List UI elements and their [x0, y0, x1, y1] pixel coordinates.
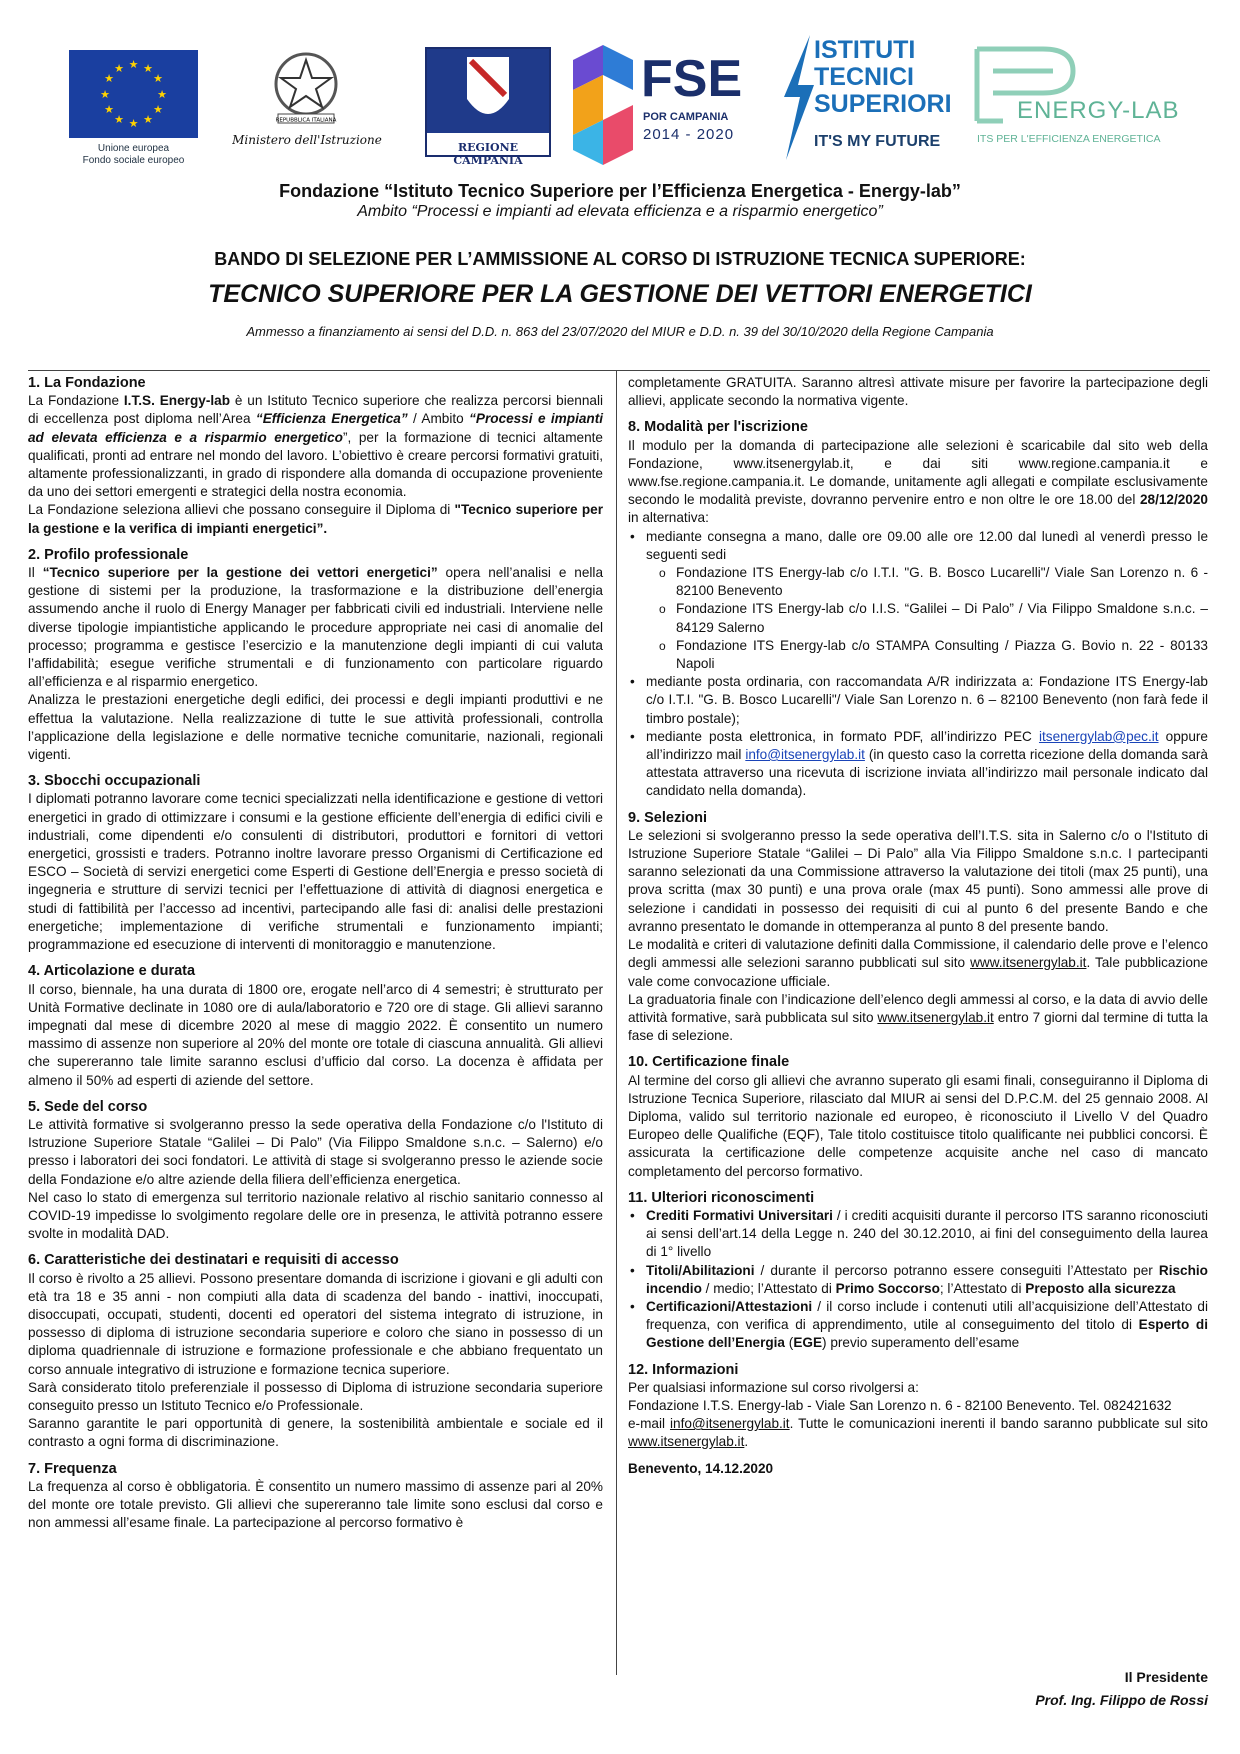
section-text: Saranno garantite le pari opportunità di genere, la sostenibilità ambientale e sociale ed il contrasto a ogni forma di discriminazione. — [28, 1416, 603, 1450]
its-tagline: IT'S MY FUTURE — [814, 133, 941, 150]
column-divider — [616, 370, 617, 1675]
section-text: Analizza le prestazioni energetiche degli edifici, dei processi e degli impianti produttivi e ne effettua la valutazione. Nella realizzazione di tutte le sue attività professionali, controlla l’applicazione della legislazione e delle normative tecniche comunitarie, nazionali, regionali vigenti. — [28, 692, 603, 763]
submission-methods-list — [628, 528, 1208, 801]
section-fondazione — [28, 374, 603, 538]
svg-text:★: ★ — [104, 72, 114, 85]
offices-list — [646, 564, 1208, 673]
ambito-subtitle: Ambito “Processi e impianti ad elevata efficienza e a risparmio energetico” — [357, 203, 883, 220]
eu-caption-line1: Unione europea — [97, 143, 170, 154]
section-title: 12. Informazioni — [628, 1361, 739, 1378]
recognitions-list — [628, 1207, 1208, 1353]
section-sede — [28, 1098, 603, 1244]
eu-caption-line2: Fondo sociale europeo — [82, 155, 185, 166]
fse-logo — [573, 45, 748, 165]
section-text: Il “Tecnico superiore per la gestione dei vettori energetici” opera nell’analisi e nella gestione di sistemi per la produzione, la trasformazione e la distribuzione dell’energia assumendo anche il ruolo di Energy Manager per fabbricati civili ed industriali. Interviene nelle diverse tipologie impiantistiche applicando le procedure appropriate nei casi di anomalie del processo; programma e gestisce l’esercizio e la manutenzione degli impianti di cui valuta l’affidabilità; esegue verifiche strumentali e di funzionamento con particolare riguardo all’efficienza e al risparmio energetico. — [28, 565, 603, 690]
section-text: Per qualsiasi informazione sul corso rivolgersi a: — [628, 1379, 919, 1395]
section-articolazione — [28, 962, 603, 1089]
section-text: La frequenza al corso è obbligatoria. È consentito un numero massimo di assenze pari al 20% del monte ore totale previsto. Gli allievi che supereranno tale limite sono esclusi dal corso e non ammessi all’esame finale. La partecipazione al percorso formativo è — [28, 1478, 603, 1531]
section-text: Il corso, biennale, ha una durata di 1800 ore, erogate nell’arco di 4 semestri; è strutturato per Unità Formative declinate in 1080 ore di aula/laboratorio e 720 ore di stage. Gli allievi saranno impegnati dal mese di dicembre 2020 al mese di maggio 2022. È consentito un numero massimo di assenze non superiore al 20% del monte ore totale di ciascuna annualità. Gli allievi che supereranno tale limite saranno esclusi d’ufficio dal corso. La docenza è affidata per almeno il 50% ad esperti di aziende del settore. — [28, 981, 603, 1088]
left-column — [28, 374, 603, 1540]
list-item: • mediante posta ordinaria, con raccomandata A/R indirizzata a: Fondazione ITS Energy-lab c/o I.T.I. "G. B. Bosco Lucarelli"/ Viale San Lorenzo n. 6 – 82100 Benevento (non farà fede il timbro postale); — [644, 673, 1208, 728]
svg-text:★: ★ — [143, 113, 153, 126]
fse-title: FSE — [641, 50, 743, 108]
list-item: • mediante consegna a mano, dalle ore 09.00 alle ore 12.00 dal lunedì al venerdì presso le seguenti sedi o Fondazione ITS Energy-lab c/o I.T.I. "G. B. Bosco Lucarelli"/ Viale San Lorenzo n. 6 - 82100 Benevento o Fondazione ITS Energy-lab c/o I.I.S. “Galilei – Di Palo” / Via Filippo Smaldone s.n.c. – 84129 Salerno o Fondazione ITS Energy-lab c/o STAMPA Consulting / Piazza G. Bovio n. 22 - 80133 Napoli — [644, 528, 1208, 674]
info-email-link[interactable]: info@itsenergylab.it — [669, 1416, 790, 1432]
italian-emblem-icon — [270, 46, 342, 128]
foundation-title: Fondazione “Istituto Tecnico Superiore per l’Efficienza Energetica - Energy-lab” — [279, 181, 961, 201]
fse-subtitle: POR CAMPANIA — [643, 111, 729, 123]
section-sbocchi — [28, 772, 603, 954]
website-link[interactable]: www.itsenergylab.it — [877, 1009, 994, 1025]
section-title: 11. Ulteriori riconoscimenti — [628, 1189, 815, 1206]
right-column — [628, 374, 1208, 1478]
section-text: La Fondazione seleziona allievi che possano conseguire il Diploma di "Tecnico superiore per la gestione e la verifica di impianti energetici”. — [28, 502, 603, 536]
fse-years: 2014 - 2020 — [643, 126, 735, 143]
its-line3: SUPERIORI — [814, 90, 952, 118]
section-title: 6. Caratteristiche dei destinatari e requisiti di accesso — [28, 1252, 399, 1269]
section-title: 3. Sbocchi occupazionali — [28, 773, 201, 790]
svg-text:★: ★ — [128, 117, 139, 130]
section-frequenza — [28, 1460, 603, 1533]
section-text: La Fondazione I.T.S. Energy-lab è un Istituto Tecnico superiore che realizza percorsi biennali di eccellenza post diploma nell’Area “Efficienza Energetica” / Ambito “Processi e impianti ad elevata efficienza e a risparmio energetico”, per la formazione di tecnici altamente qualificati, pronti ad entrare nel mondo del lavoro. L’obiettivo è creare percorsi formativi gratuiti, altamente professionalizzanti, in grado di rispondere alla domanda di occupazione proveniente da uno dei settori emergenti e strategici della nostra economia. — [28, 393, 604, 500]
lightning-bolt-icon — [778, 35, 818, 160]
section-frequenza-continued — [628, 374, 1208, 410]
list-item: • Certificazioni/Attestazioni / il corso include i contenuti utili all’acquisizione dell’Attestato di frequenza, con verifica di apprendimento, utile al conseguimento del titolo di Esperto di Gestione dell’Energia (EGE) previo superamento dell’esame — [644, 1298, 1208, 1353]
website-link[interactable]: www.itsenergylab.it — [628, 1434, 745, 1450]
svg-text:★: ★ — [153, 72, 163, 85]
section-text: Il corso è rivolto a 25 allievi. Possono presentare domanda di iscrizione i giovani e gli adulti con età tra 18 e 35 anni - non compiuti alla data di scadenza del bando - inattivi, inoccupati, disoccupati, occupati, studenti, docenti ed operatori del sistema integrato di istruzione, in possesso di diploma di istruzione secondaria superiore e coloro che siano in possesso di un diploma quadriennale di istruzione e formazione professionale e che abbiano frequentato un corso annuale integrativo di istruzione e formazione tecnica superiore. — [28, 1270, 603, 1377]
eu-flag-logo — [69, 50, 198, 138]
section-title: 1. La Fondazione — [28, 375, 146, 391]
section-text: Nel caso lo stato di emergenza sul territorio nazionale relativo al rischio sanitario connesso al COVID-19 impedisse lo svolgimento regolare delle ore in presenza, le attività potranno essere svolte in modalità DAD. — [28, 1189, 603, 1242]
its-line1: ISTITUTI — [814, 36, 916, 64]
svg-text:REPUBBLICA ITALIANA: REPUBBLICA ITALIANA — [275, 117, 337, 124]
svg-text:★: ★ — [157, 88, 167, 101]
list-item: • mediante posta elettronica, in formato PDF, all’indirizzo PEC itsenergylab@pec.it oppure all’indirizzo mail info@itsenergylab.it (in questo caso la corretta ricezione della domanda sarà attestata attraverso una ricevuta di iscrizione inviata all’indirizzo mail personale indicato dal candidato nella domanda). — [644, 728, 1208, 801]
section-text: completamente GRATUITA. Saranno altresì attivate misure per favorire la partecipazione degli allievi, applicate secondo la normativa vigente. — [628, 375, 1208, 409]
eu-stars-icon — [69, 50, 198, 138]
section-profilo — [28, 546, 603, 764]
section-text: Al termine del corso gli allievi che avranno superato gli esami finali, conseguiranno il Diploma di Istruzione Tecnica Superiore, rilasciato dal MIUR ai sensi del D.P.C.M. del 25 gennaio 2008. Al Diploma, valido sul territorio nazionale ed europeo, è riconosciuto il Livello V del Quadro Europeo delle Qualifiche (EQF), Tale titolo costituisce titolo qualificante nei pubblici concorsi. È assicurata la certificazione delle competenze acquisite anche nel caso di mancato completamento del percorso formativo. — [628, 1072, 1208, 1179]
energy-lab-subtitle: ITS PER L'EFFICIENZA ENERGETICA — [977, 133, 1161, 145]
svg-text:★: ★ — [104, 103, 114, 116]
fse-shapes-icon — [573, 45, 633, 165]
ministry-logo-text: Ministero dell'Istruzione — [232, 133, 382, 147]
its-line2: TECNICI — [814, 63, 914, 91]
section-text: e-mail info@itsenergylab.it. Tutte le comunicazioni inerenti il bando saranno pubblicate sul sito www.itsenergylab.it. — [628, 1416, 1208, 1450]
section-title: 8. Modalità per l'iscrizione — [628, 419, 808, 436]
svg-text:★: ★ — [143, 62, 153, 75]
section-title: 2. Profilo professionale — [28, 546, 189, 563]
section-title: 5. Sede del corso — [28, 1098, 148, 1115]
list-item: o Fondazione ITS Energy-lab c/o I.T.I. "G. B. Bosco Lucarelli"/ Viale San Lorenzo n. 6 - 82100 Benevento — [676, 564, 1208, 600]
section-selezioni — [628, 809, 1208, 1046]
info-email-link[interactable]: info@itsenergylab.it — [745, 747, 865, 763]
campania-shield-icon — [427, 49, 549, 133]
funding-note: Ammesso a finanziamento ai sensi del D.D. n. 863 del 23/07/2020 del MIUR e D.D. n. 39 del 30/10/2020 della Regione Campania — [246, 324, 994, 339]
svg-text:★: ★ — [153, 103, 163, 116]
list-item: • Crediti Formativi Universitari / i crediti acquisiti durante il percorso ITS saranno riconosciuti ai sensi dell’art.14 della Legge n. 240 del 30.12.2010, ai fini del conseguimento della laurea di 1° livello — [644, 1207, 1208, 1262]
section-text: Sarà considerato titolo preferenziale il possesso di Diploma di istruzione secondaria superiore conseguito presso un Istituto Tecnico e/o Professionale. — [28, 1379, 603, 1413]
section-informazioni — [628, 1361, 1208, 1452]
section-text: Il modulo per la domanda di partecipazione alle selezioni è scaricabile dal sito web della Fondazione, www.itsenergylab.it, e dai siti www.regione.campania.it e www.fse.regione.campania.it. Le domande, unitamente agli allegati e compilate esclusivamente secondo le modalità previste, dovranno pervenire entro e non oltre le ore 18.00 del 28/12/2020 in alternativa: — [628, 437, 1208, 526]
section-destinatari — [28, 1251, 603, 1451]
svg-text:★: ★ — [100, 88, 110, 101]
section-text: Le selezioni si svolgeranno presso la sede operativa dell’I.T.S. sita in Salerno c/o o l'Istituto di Istruzione Superiore Statale “Galilei – Di Palo” alla Via Filippo Smaldone s.n.c. I partecipanti saranno selezionati da una Commissione attraverso la valutazione dei titoli (max 25 punti), una prova scritta (max 30 punti) e una prova orale (max 45 punti). Sono ammessi alle prove di selezione i candidati in possesso dei requisiti di cui al punto 6 del presente Bando e che avranno presentato le domande in ottemperanza al punto 8 del presente bando. — [628, 827, 1208, 934]
regione-campania-logo — [425, 47, 551, 167]
energy-lab-logo — [973, 45, 1183, 155]
svg-text:★: ★ — [114, 62, 124, 75]
energy-lab-title: ENERGY-LAB — [1017, 97, 1180, 124]
list-item: • Titoli/Abilitazioni / durante il percorso potranno essere conseguiti l’Attestato per Rischio incendio / medio; l’Attestato di Primo Soccorso; l’Attestato di Preposto alla sicurezza — [644, 1262, 1208, 1298]
section-title: 10. Certificazione finale — [628, 1054, 790, 1071]
section-title: 4. Articolazione e durata — [28, 963, 196, 980]
pec-email-link[interactable]: itsenergylab@pec.it — [1038, 728, 1159, 744]
section-title: 7. Frequenza — [28, 1460, 117, 1477]
header-divider — [28, 370, 1210, 371]
course-title: TECNICO SUPERIORE PER LA GESTIONE DEI VETTORI ENERGETICI — [208, 280, 1032, 308]
section-certificazione — [628, 1053, 1208, 1180]
signature-title: Il Presidente — [1124, 1669, 1208, 1685]
eu-caption — [69, 143, 198, 167]
list-item: o Fondazione ITS Energy-lab c/o I.I.S. “Galilei – Di Palo” / Via Filippo Smaldone s.n.c. – 84129 Salerno — [676, 600, 1208, 636]
its-logo — [778, 35, 961, 160]
signature-name: Prof. Ing. Filippo de Rossi — [1035, 1692, 1208, 1708]
campania-label: REGIONE CAMPANIA — [453, 141, 523, 167]
section-text: Fondazione I.T.S. Energy-lab - Viale San Lorenzo n. 6 - 82100 Benevento. Tel. 082421632 — [628, 1397, 1172, 1413]
section-iscrizione — [628, 418, 1208, 800]
list-item: o Fondazione ITS Energy-lab c/o STAMPA Consulting / Piazza G. Bovio n. 22 - 80133 Napoli — [676, 637, 1208, 673]
website-link[interactable]: www.itsenergylab.it — [970, 955, 1087, 971]
section-text: Le modalità e criteri di valutazione definiti dalla Commissione, il calendario delle prove e l’elenco degli ammessi alle selezioni saranno pubblicati sul sito www.itsenergylab.it. Tale pubblicazione vale come convocazione ufficiale. — [628, 937, 1208, 989]
section-riconoscimenti — [628, 1189, 1208, 1353]
section-text: I diplomati potranno lavorare come tecnici specializzati nella identificazione e gestione di vettori energetici in grado di ottimizzare i consumi e la gestione efficiente dell’energia di edifici civili e industriali, come dipendenti e/o consulenti di distributori, produttori e fornitori di vettori energetici, grossisti e traders. Potranno inoltre lavorare presso Organismi di Certificazione ed ESCO – Società di servizi energetici come Esperti di Gestione dell’Energia e presso società di ingegneria e strutture di servizi tecnici per l’effettuazione di attività di diagnosi energetica e studi di fattibilità per l’accesso ad incentivi, partecipando alle fasi di: analisi delle prestazioni energetiche; implementazione di verifiche strumentali e funzionamento impianti; programmazione ed esecuzione di interventi di monitoraggio e manutenzione. — [28, 791, 603, 953]
bando-heading: BANDO DI SELEZIONE PER L’AMMISSIONE AL CORSO DI ISTRUZIONE TECNICA SUPERIORE: — [214, 249, 1026, 269]
svg-text:★: ★ — [114, 113, 124, 126]
section-text: La graduatoria finale con l’indicazione dell’elenco degli ammessi al corso, e la data di avvio delle attività formative, sarà pubblicata sul sito www.itsenergylab.it entro 7 giorni dal termine di tutta la fase di selezione. — [628, 991, 1208, 1044]
svg-text:★: ★ — [128, 58, 139, 71]
section-text: Le attività formative si svolgeranno presso la sede operativa della Fondazione c/o l'Istituto di Istruzione Superiore Statale “Galilei – Di Palo” (Via Filippo Smaldone s.n.c. – Salerno) e/o presso i laboratori dei soci fondatori. Le attività di stage si svolgeranno presso le aziende socie della Fondazione e/o altre aziende della filiera dell’efficienza energetica. — [28, 1116, 603, 1187]
document-date: Benevento, 14.12.2020 — [628, 1460, 774, 1476]
section-title: 9. Selezioni — [628, 809, 707, 826]
